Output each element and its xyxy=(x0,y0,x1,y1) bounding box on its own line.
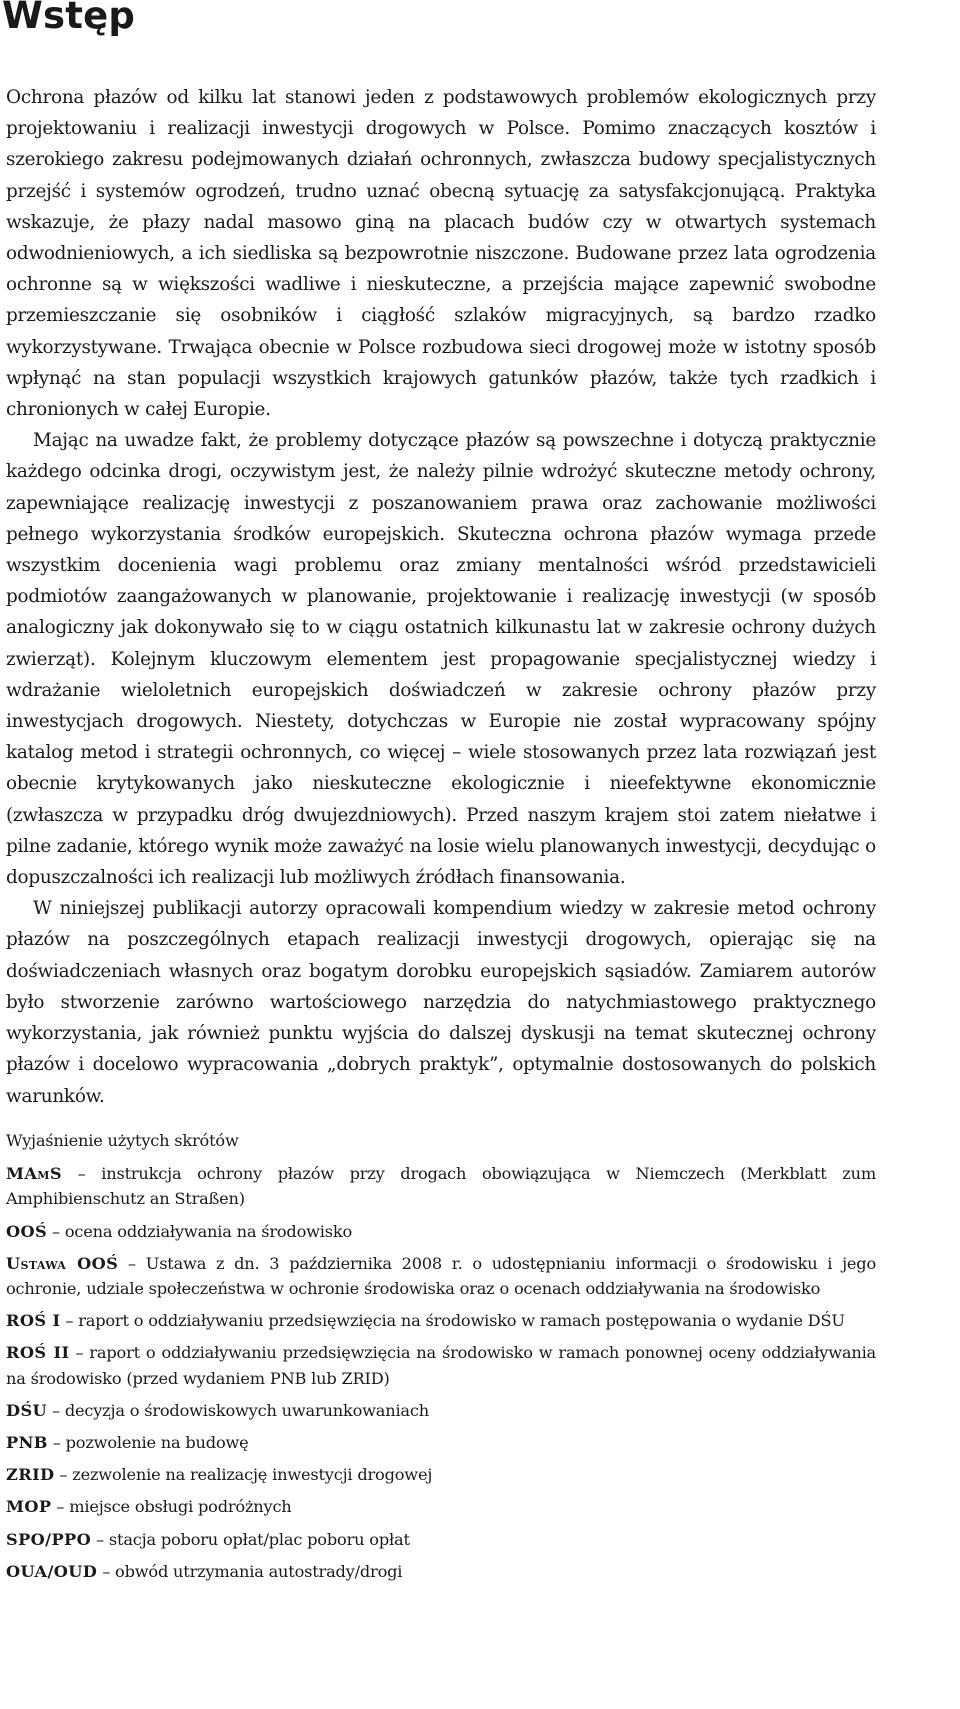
abbreviations-section xyxy=(6,1128,876,1591)
abbreviation-entry xyxy=(6,1308,876,1333)
abbreviation-definition: – decyzja o środowiskowych uwarunkowaniach xyxy=(47,1400,429,1420)
abbreviation-definition: – ocena oddziaływania na środowisko xyxy=(47,1221,353,1241)
abbreviation-term: PNB xyxy=(6,1433,48,1453)
abbreviation-entry xyxy=(6,1430,876,1455)
abbreviation-term: ZRID xyxy=(6,1465,55,1485)
abbreviation-term: Ustawa OOŚ xyxy=(6,1253,119,1273)
abbreviation-entry xyxy=(6,1219,876,1244)
abbreviation-definition: – stacja poboru opłat/plac poboru opłat xyxy=(91,1529,410,1549)
abbreviation-entry xyxy=(6,1398,876,1423)
abbreviation-term: OOŚ xyxy=(6,1221,48,1241)
abbreviations-heading: Wyjaśnienie użytych skrótów xyxy=(6,1131,239,1150)
abbreviation-definition: – miejsce obsługi podróżnych xyxy=(51,1497,292,1517)
abbreviation-definition: – pozwolenie na budowę xyxy=(47,1433,249,1453)
paragraph: Ochrona płazów od kilku lat stanowi jeden z podstawowych problemów ekologicznych przy projektowaniu i realizacji inwestycji drogowych w Polsce. Pomimo znaczących kosztów i szerokiego zakresu podejmowanych działań ochronnych, zwłaszcza budowy specjalistycznych przejść i systemów ogrodzeń, trudno uznać obecną sytuację za satysfakcjonującą. Praktyka wskazuje, że płazy nadal masowo giną na placach budów czy w otwartych systemach odwodnieniowych, a ich siedliska są bezpowrotnie niszczone. Budowane przez lata ogrodzenia ochronne są w większości wadliwe i nieskuteczne, a przejścia mające zapewnić swobodne przemieszczanie się osobników i ciągłość szlaków migracyjnych, są bardzo rzadko wykorzystywane. Trwająca obecnie w Polsce rozbudowa sieci drogowej może w istotny sposób wpłynąć na stan populacji wszystkich krajowych gatunków płazów, także tych rzadkich i chronionych w całej Europie. xyxy=(6,87,876,421)
page-title: Wstęp xyxy=(2,0,136,37)
abbreviation-term: MOP xyxy=(6,1497,52,1517)
abbreviation-definition: – raport o oddziaływaniu przedsięwzięcia na środowisko w ramach ponownej oceny oddziaływania na środowisko (przed wydaniem PNB lub ZRID) xyxy=(6,1343,876,1388)
abbreviation-definition: – zezwolenie na realizację inwestycji drogowej xyxy=(54,1465,433,1485)
abbreviation-term: DŚU xyxy=(6,1400,48,1420)
abbreviation-definition: – Ustawa z dn. 3 października 2008 r. o udostępnianiu informacji o środowisku i jego ochronie, udziale społeczeństwa w ochronie środowiska oraz o ocenach oddziaływania na środowisko xyxy=(6,1253,876,1299)
abbreviation-term: OUA/OUD xyxy=(6,1561,98,1581)
abbreviation-entry xyxy=(6,1559,876,1584)
abbreviation-definition: – instrukcja ochrony płazów przy drogach obowiązująca w Niemczech (Merkblatt zum Amphibienschutz an Straßen) xyxy=(6,1164,876,1209)
paragraph: W niniejszej publikacji autorzy opracowali kompendium wiedzy w zakresie metod ochrony płazów na poszczególnych etapach realizacji inwestycji drogowych, opierając się na doświadczeniach własnych oraz bogatym dorobku europejskich sąsiadów. Zamiarem autorów było stworzenie zarówno wartościowego narzędzia do natychmiastowego praktycznego wykorzystania, jak również punktu wyjścia do dalszej dyskusji na temat skutecznej ochrony płazów i docelowo wypracowania „dobrych praktyk”, optymalnie dostosowanych do polskich warunków. xyxy=(6,898,876,1107)
abbreviation-entry xyxy=(6,1251,876,1301)
abbreviation-term: ROŚ II xyxy=(6,1343,70,1363)
abbreviation-definition: – raport o oddziaływaniu przedsięwzięcia na środowisko w ramach postępowania o wydanie DŚU xyxy=(60,1311,845,1331)
body-text xyxy=(6,82,876,1112)
abbreviation-entry xyxy=(6,1340,876,1390)
abbreviation-entry xyxy=(6,1161,876,1211)
abbreviation-entry xyxy=(6,1527,876,1552)
abbreviation-definition: – obwód utrzymania autostrady/drogi xyxy=(97,1561,403,1581)
abbreviation-term: SPO/PPO xyxy=(6,1529,92,1549)
abbreviation-entry xyxy=(6,1494,876,1519)
abbreviation-term: MAmS xyxy=(6,1164,62,1184)
abbreviation-entry xyxy=(6,1462,876,1487)
abbreviation-term: ROŚ I xyxy=(6,1311,61,1331)
paragraph: Mając na uwadze fakt, że problemy dotyczące płazów są powszechne i dotyczą praktycznie każdego odcinka drogi, oczywistym jest, że należy pilnie wdrożyć skuteczne metody ochrony, zapewniające realizację inwestycji z poszanowaniem prawa oraz zachowanie możliwości pełnego wykorzystania środków europejskich. Skuteczna ochrona płazów wymaga przede wszystkim docenienia wagi problemu oraz zmiany mentalności wśród przedstawicieli podmiotów zaangażowanych w planowanie, projektowanie i realizację inwestycji (w sposób analogiczny jak dokonywało się to w ciągu ostatnich kilkunastu lat w zakresie ochrony dużych zwierząt). Kolejnym kluczowym elementem jest propagowanie specjalistycznej wiedzy i wdrażanie wieloletnich europejskich doświadczeń w zakresie ochrony płazów przy inwestycjach drogowych. Niestety, dotychczas w Europie nie został wypracowany spójny katalog metod i strategii ochronnych, co więcej – wiele stosowanych przez lata rozwiązań jest obecnie krytykowanych jako nieskuteczne ekologicznie i nieefektywne ekonomicznie (zwłaszcza w przypadku dróg dwujezdniowych). Przed naszym krajem stoi zatem niełatwe i pilne zadanie, którego wynik może zaważyć na losie wielu planowanych inwestycji, decydując o dopuszczalności ich realizacji lub możliwych źródłach finansowania. xyxy=(6,430,876,889)
